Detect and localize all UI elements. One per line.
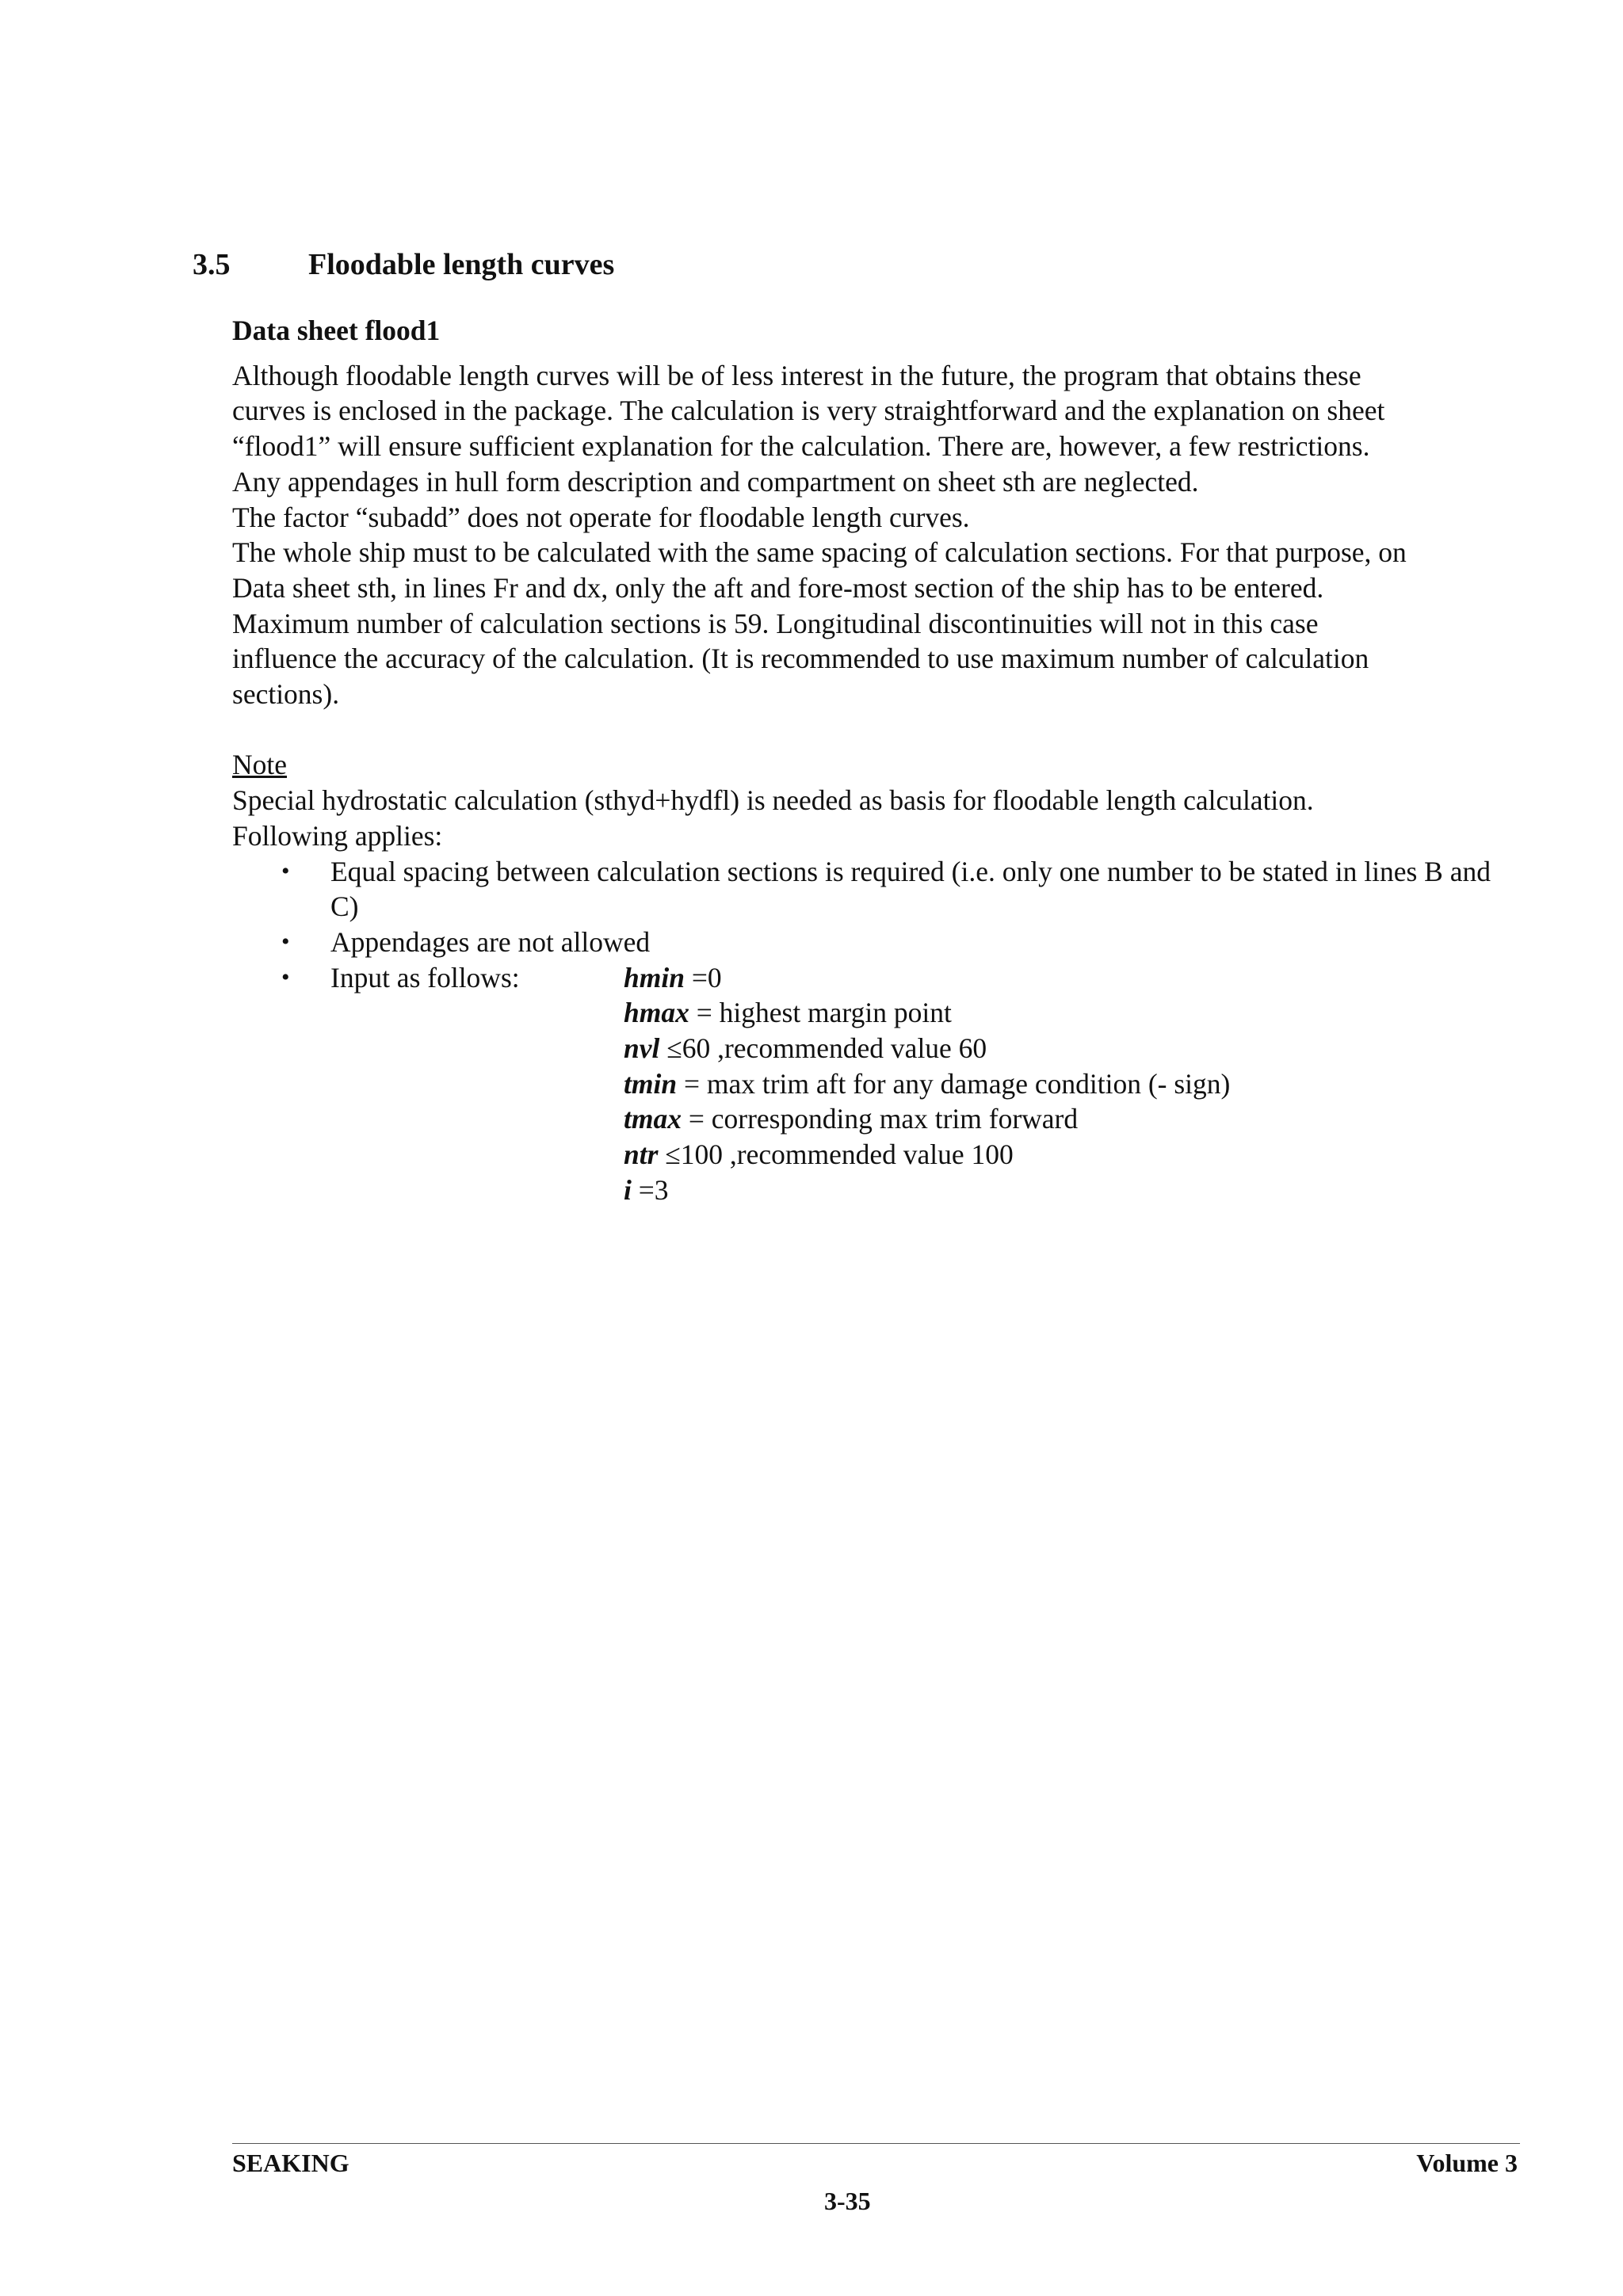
note-line: Special hydrostatic calculation (sthyd+hydfl) is needed as basis for floodable length calculation. (232, 784, 1314, 817)
bullet-item-input (232, 960, 1500, 1208)
spacer (232, 712, 1500, 748)
body-line: Data sheet sth, in lines Fr and dx, only the aft and fore-most section of the ship has to be entered. (232, 571, 1324, 604)
section-number: 3.5 (193, 248, 231, 281)
input-parameter-line (624, 1066, 1230, 1102)
input-parameter-line (624, 1137, 1230, 1173)
body-line: “flood1” will ensure sufficient explanation for the calculation. There are, however, a few restrictions. (232, 430, 1370, 463)
body-line: curves is enclosed in the package. The calculation is very straightforward and the explanation on sheet (232, 395, 1385, 427)
section-heading (193, 242, 614, 287)
note-line: Following applies: (232, 819, 443, 852)
footer-volume: Volume 3 (1416, 2149, 1518, 2177)
parameter-name: tmin (624, 1067, 678, 1100)
body-line: Maximum number of calculation sections is 59. Longitudinal discontinuities will not in this case (232, 607, 1319, 639)
parameter-value: =3 (631, 1173, 669, 1206)
note-label: Note (232, 749, 288, 781)
input-parameter-line (624, 1031, 1230, 1066)
parameter-value: = max trim aft for any damage condition (- sign) (677, 1067, 1231, 1100)
bullet-item (232, 925, 1500, 960)
body-line: influence the accuracy of the calculation. (It is recommended to use maximum number of calculation (232, 643, 1369, 675)
input-parameter-line (624, 1173, 1230, 1208)
page-number: 3-35 (824, 2187, 871, 2215)
parameter-value: ≤100 ,recommended value 100 (658, 1138, 1014, 1171)
parameter-name: hmax (624, 997, 689, 1029)
parameter-name: hmin (624, 961, 685, 994)
parameter-value: = highest margin point (689, 997, 952, 1029)
input-parameter-line (624, 960, 1230, 996)
bullet-text: Equal spacing between calculation sections is required (i.e. only one number to be stated in lines B and C) (330, 855, 1491, 923)
bullet-text: Appendages are not allowed (330, 925, 651, 958)
note-bullet-list (232, 854, 1500, 1208)
subheading-data-sheet: Data sheet flood1 (232, 315, 441, 346)
parameter-value: =0 (684, 961, 722, 994)
footer-divider (232, 2143, 1520, 2144)
parameter-name: tmax (624, 1103, 682, 1135)
input-row (330, 960, 1500, 1208)
parameter-value: ≤60 ,recommended value 60 (659, 1032, 987, 1065)
footer-product-name: SEAKING (232, 2149, 349, 2177)
body-line: The factor “subadd” does not operate for floodable length curves. (232, 501, 970, 533)
input-label: Input as follows: (330, 961, 520, 994)
section-title: Floodable length curves (308, 248, 615, 281)
bullet-icon: • (281, 928, 290, 955)
input-parameter-list (624, 960, 1230, 1208)
parameter-name: ntr (624, 1138, 659, 1171)
bullet-icon: • (281, 963, 290, 990)
body-line: Any appendages in hull form description and compartment on sheet sth are neglected. (232, 465, 1199, 498)
body-line: Although floodable length curves will be of less interest in the future, the program that obtains these (232, 359, 1361, 391)
parameter-value: = corresponding max trim forward (681, 1103, 1079, 1135)
bullet-icon: • (281, 857, 290, 884)
body-line: sections). (232, 678, 340, 711)
input-parameter-line (624, 1101, 1230, 1137)
parameter-name: nvl (624, 1032, 660, 1065)
body-line: The whole ship must to be calculated with the same spacing of calculation sections. For that purpose, on (232, 536, 1407, 569)
main-content (232, 313, 1500, 1208)
input-parameter-line (624, 995, 1230, 1031)
bullet-item (232, 854, 1500, 925)
parameter-name: i (624, 1173, 632, 1206)
